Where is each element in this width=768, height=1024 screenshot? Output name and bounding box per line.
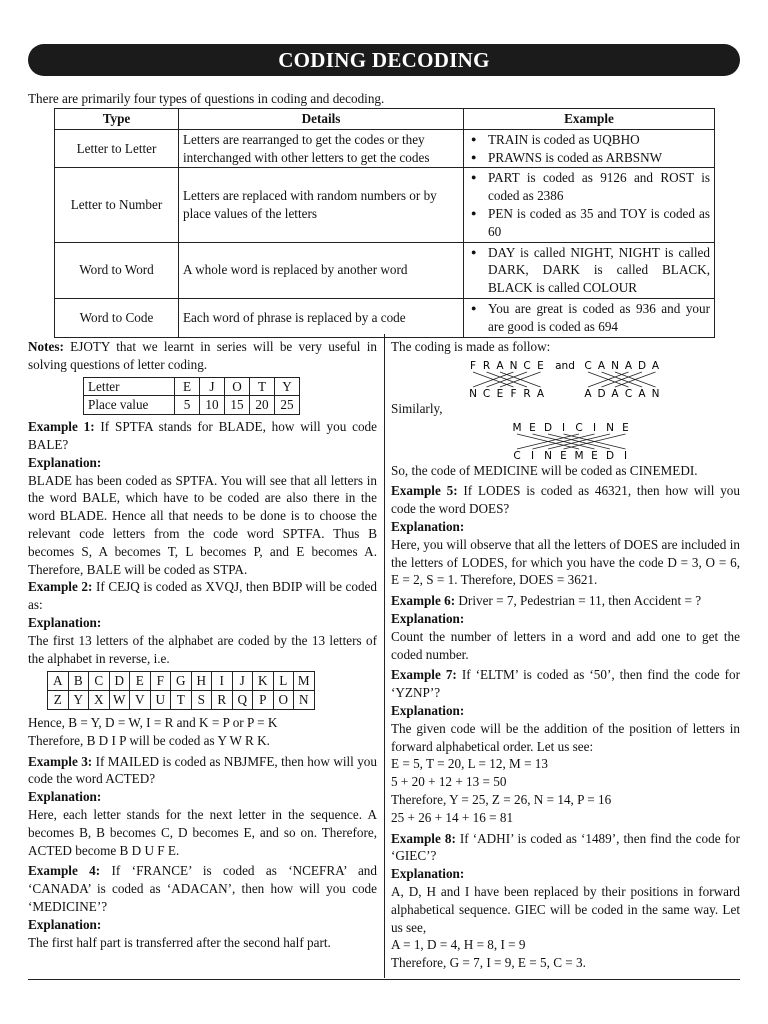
word-letter: A bbox=[496, 359, 504, 372]
example-cell bbox=[464, 242, 715, 298]
word-letter: N bbox=[509, 359, 518, 372]
example-6-question: Example 6: Driver = 7, Pedestrian = 11, then Accident = ? bbox=[391, 593, 702, 609]
header-example: Example bbox=[464, 109, 715, 130]
alphabet-cell: C bbox=[89, 672, 110, 691]
code-letter: A bbox=[584, 387, 592, 399]
table-row bbox=[55, 298, 715, 337]
page-title: CODING DECODING bbox=[28, 44, 740, 76]
word-letter: A bbox=[651, 359, 660, 372]
example-item: ● PART is coded as 9126 and ROST is coded as 2386 bbox=[488, 169, 710, 205]
example-cell bbox=[464, 129, 715, 168]
explanation-heading: Explanation: bbox=[391, 518, 465, 534]
example-1-question: Example 1: If SPTFA stands for BLADE, how will you code BALE? bbox=[28, 419, 377, 452]
alphabet-cell: D bbox=[109, 672, 130, 691]
alphabet-cell: M bbox=[294, 672, 315, 691]
alphabet-cell: G bbox=[171, 672, 192, 691]
similarly-text: Similarly, bbox=[391, 400, 443, 416]
types-table bbox=[54, 108, 715, 338]
column-divider bbox=[384, 334, 385, 978]
alphabet-cell: W bbox=[109, 691, 130, 710]
example-item: ● PRAWNS is coded as ARBSNW bbox=[488, 149, 710, 167]
word-letter: R bbox=[482, 359, 491, 372]
word-letter: M bbox=[512, 421, 522, 434]
example-7-line: 5 + 20 + 12 + 13 = 50 bbox=[391, 774, 507, 790]
word-letter: C bbox=[575, 421, 583, 434]
example-7-line: 25 + 26 + 14 + 16 = 81 bbox=[391, 809, 514, 825]
example-8-line: A = 1, D = 4, H = 8, I = 9 bbox=[391, 937, 526, 953]
code-letter: N bbox=[651, 387, 660, 399]
example-item: ● You are great is coded as 936 and your are good is coded as 694 bbox=[488, 300, 710, 336]
alphabet-table bbox=[47, 671, 315, 710]
intro-text: There are primarily four types of questions in coding and decoding. bbox=[28, 91, 385, 106]
code-letter: R bbox=[523, 387, 531, 399]
word-letter: A bbox=[624, 359, 633, 372]
word-letter: F bbox=[469, 359, 477, 372]
table-row bbox=[55, 242, 715, 298]
example-7-line: Therefore, Y = 25, Z = 26, N = 14, P = 16 bbox=[391, 791, 612, 807]
table-header-row bbox=[55, 109, 715, 130]
example-cell bbox=[464, 168, 715, 242]
alphabet-cell: V bbox=[130, 691, 151, 710]
example-8-question: Example 8: If ‘ADHI’ is coded as ‘1489’, then find the code for ‘GIEC’? bbox=[391, 830, 740, 864]
details-cell: Each word of phrase is replaced by a code bbox=[179, 298, 464, 337]
alphabet-cell: S bbox=[191, 691, 212, 710]
example-7-answer: The given code will be the addition of the position of letters in forward alphabetical order. Let us see: bbox=[391, 720, 740, 754]
explanation-heading: Explanation: bbox=[391, 702, 465, 718]
example-5-question: Example 5: If LODES is coded as 46321, then how will you code the word DOES? bbox=[391, 483, 740, 517]
alphabet-cell: O bbox=[273, 691, 294, 710]
example-3-question: Example 3: If MAILED is coded as NBJMFE, then how will you code the word ACTED? bbox=[28, 753, 377, 787]
alphabet-cell: X bbox=[89, 691, 110, 710]
example-item: ● DAY is called NIGHT, NIGHT is called DARK, DARK is called BLACK, BLACK is called COLOUR bbox=[488, 244, 710, 297]
word-letter: D bbox=[637, 359, 647, 372]
table-row bbox=[55, 129, 715, 168]
explanation-heading: Explanation: bbox=[28, 614, 102, 630]
word-letter: E bbox=[537, 359, 544, 372]
word-letter: N bbox=[611, 359, 619, 372]
word-letter: I bbox=[561, 421, 566, 434]
explanation-heading: Explanation: bbox=[28, 916, 102, 932]
alphabet-cell: B bbox=[68, 672, 89, 691]
right-column bbox=[391, 338, 740, 972]
table-row bbox=[55, 168, 715, 242]
type-cell: Letter to Number bbox=[55, 168, 179, 242]
word-letter: C bbox=[584, 359, 592, 372]
notes: Notes: EJOTY that we learnt in series will be very useful in solving questions of letter coding. bbox=[28, 339, 377, 372]
type-cell: Word to Word bbox=[55, 242, 179, 298]
example-7-line: E = 5, T = 20, L = 12, M = 13 bbox=[391, 756, 548, 772]
example-6-answer: Count the number of letters in a word and add one to get the coded number. bbox=[391, 628, 740, 662]
example-2-answer: The first 13 letters of the alphabet are coded by the 13 letters of the alphabet in reverse, i.e. bbox=[28, 632, 377, 666]
alphabet-cell: L bbox=[273, 672, 294, 691]
code-letter: A bbox=[638, 387, 646, 399]
explanation-heading: Explanation: bbox=[28, 454, 102, 470]
alphabet-cell: U bbox=[150, 691, 171, 710]
explanation-heading: Explanation: bbox=[28, 789, 102, 805]
alphabet-cell: K bbox=[253, 672, 274, 691]
code-letter: A bbox=[536, 387, 545, 399]
example-1-answer: BLADE has been coded as SPTFA. You will see that all letters in the word BALE, which have to be coded are also there in the word BLADE. Hence all that needs to be done is to choose the relevant code letters from the code word SPTFA. Thus B becomes S, A becomes T, L becomes P, and E becomes A. Therefore, BALE will be coded as STPA. bbox=[28, 472, 377, 577]
alphabet-cell: P bbox=[253, 691, 274, 710]
code-letter: N bbox=[469, 387, 477, 399]
code-letter: I bbox=[623, 449, 628, 461]
example-cell bbox=[464, 298, 715, 337]
word-letter: C bbox=[523, 359, 531, 372]
and-label: and bbox=[555, 359, 575, 372]
code-letter: A bbox=[611, 387, 619, 399]
alphabet-cell: J bbox=[232, 672, 253, 691]
explanation-heading: Explanation: bbox=[391, 866, 465, 882]
alphabet-cell: H bbox=[191, 672, 212, 691]
code-letter: E bbox=[591, 449, 598, 461]
details-cell: Letters are replaced with random numbers or by place values of the letters bbox=[179, 168, 464, 242]
code-letter: E bbox=[496, 387, 504, 399]
example-7-question: Example 7: If ‘ELTM’ is coded as ‘50’, then find the code for ‘YZNP’? bbox=[391, 667, 740, 701]
code-letter: C bbox=[624, 387, 633, 399]
left-column bbox=[28, 338, 377, 951]
france-canada-diagram bbox=[391, 357, 740, 399]
pv-label: Letter bbox=[84, 377, 175, 396]
example-8-line: Therefore, G = 7, I = 9, E = 5, C = 3. bbox=[391, 955, 586, 971]
alphabet-cell: R bbox=[212, 691, 233, 710]
code-letter: C bbox=[513, 449, 521, 461]
example-4-answer: The first half part is transferred after the second half part. bbox=[28, 934, 331, 950]
example-5-answer: Here, you will observe that all the letters of DOES are included in the letters of LODES, for which you have the code D = 3, O = 6, E = 2, S = 1. Therefore, DOES = 3621. bbox=[391, 536, 740, 588]
code-letter: M bbox=[574, 449, 584, 461]
details-cell: A whole word is replaced by another word bbox=[179, 242, 464, 298]
medicine-diagram bbox=[391, 419, 740, 461]
type-cell: Letter to Letter bbox=[55, 129, 179, 168]
header-details: Details bbox=[179, 109, 464, 130]
alphabet-cell: F bbox=[150, 672, 171, 691]
code-letter: E bbox=[560, 449, 567, 461]
alphabet-cell: Q bbox=[232, 691, 253, 710]
code-letter: N bbox=[544, 449, 552, 461]
example-item: ● PEN is coded as 35 and TOY is coded as 60 bbox=[488, 205, 710, 241]
explanation-heading: Explanation: bbox=[391, 610, 465, 626]
code-letter: C bbox=[482, 387, 491, 399]
coding-intro: The coding is made as follow: bbox=[391, 339, 551, 354]
example-3-answer: Here, each letter stands for the next letter in the sequence. A becomes B, B becomes C, D becomes E, and so on. Therefore, ACTED become B D U F E. bbox=[28, 806, 377, 858]
alphabet-cell: E bbox=[130, 672, 151, 691]
alphabet-cell: N bbox=[294, 691, 315, 710]
alphabet-cell: Y bbox=[68, 691, 89, 710]
bottom-rule bbox=[28, 979, 740, 980]
word-letter: E bbox=[529, 421, 536, 434]
alphabet-forward-row bbox=[48, 672, 315, 691]
word-letter: I bbox=[592, 421, 597, 434]
code-letter: I bbox=[530, 449, 535, 461]
pv-label: Place value bbox=[84, 396, 175, 415]
word-letter: A bbox=[597, 359, 606, 372]
alphabet-reverse-row bbox=[48, 691, 315, 710]
example-8-answer: A, D, H and I have been replaced by their positions in forward alphabetical sequence. GIEC will be coded in the same way. Let us see, bbox=[391, 883, 740, 935]
details-cell: Letters are rearranged to get the codes or they interchanged with other letters to get the codes bbox=[179, 129, 464, 168]
alphabet-cell: A bbox=[48, 672, 69, 691]
type-cell: Word to Code bbox=[55, 298, 179, 337]
word-letter: D bbox=[543, 421, 553, 434]
example-item: ● TRAIN is coded as UQBHO bbox=[488, 131, 710, 149]
example-4-question: Example 4: If ‘FRANCE’ is coded as ‘NCEFRA’ and ‘CANADA’ is coded as ‘ADACAN’, then how will you code ‘MEDICINE’? bbox=[28, 863, 377, 914]
example-2-line: Therefore, B D I P will be coded as Y W R K. bbox=[28, 732, 270, 748]
example-2-line: Hence, B = Y, D = W, I = R and K = P or P = K bbox=[28, 714, 278, 730]
word-letter: N bbox=[606, 421, 614, 434]
so-text: So, the code of MEDICINE will be coded as CINEMEDI. bbox=[391, 462, 698, 478]
code-letter: D bbox=[605, 449, 615, 461]
word-letter: E bbox=[622, 421, 629, 434]
alphabet-cell: T bbox=[171, 691, 192, 710]
code-letter: F bbox=[510, 387, 517, 399]
example-2-question: Example 2: If CEJQ is coded as XVQJ, then BDIP will be coded as: bbox=[28, 579, 377, 613]
alphabet-cell: Z bbox=[48, 691, 69, 710]
header-type: Type bbox=[55, 109, 179, 130]
alphabet-cell: I bbox=[212, 672, 233, 691]
place-value-table: Letter E J O T Y Place value 5 10 15 20 25 bbox=[83, 377, 300, 416]
code-letter: D bbox=[597, 387, 606, 399]
